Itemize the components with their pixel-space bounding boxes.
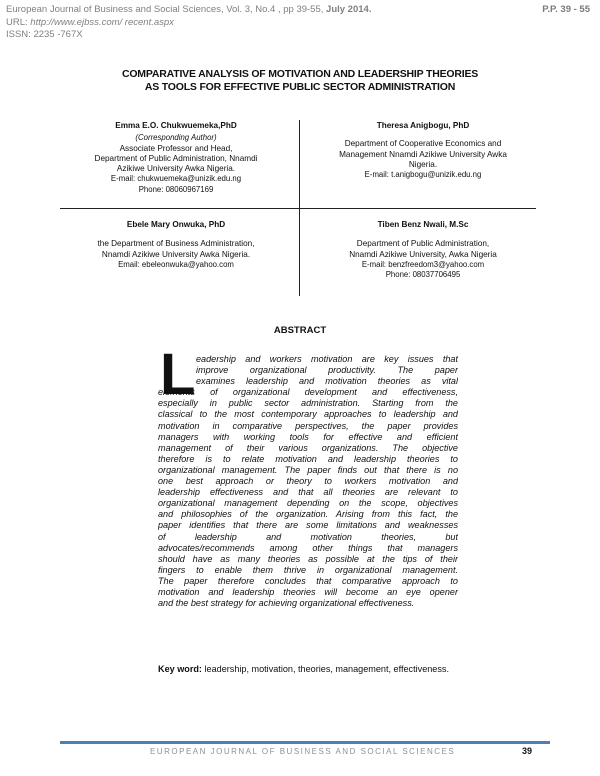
journal-date: July 2014. (326, 4, 372, 15)
author-email[interactable]: E-mail: benzfreedom3@yahoo.com (361, 259, 485, 269)
abstract-line: classical to the most contemporary approaches to leadership and (158, 409, 458, 420)
title-line-1: COMPARATIVE ANALYSIS OF MOTIVATION AND LEADERSHIP THEORIES (121, 68, 479, 80)
abstract-line: examines leadership and motivation theories as vital (196, 376, 458, 387)
abstract-line: organizational management depending on the scope, objectives (158, 498, 458, 509)
footer-rule (60, 741, 550, 744)
abstract-body (158, 354, 458, 609)
author-block-3 (62, 220, 290, 270)
abstract-line: organizational management. The paper finds out that there is no (158, 464, 458, 475)
author-grid-divider-horizontal (60, 208, 536, 209)
abstract-dropcap: L (160, 342, 196, 407)
author-affiliation-line: Department of Cooperative Economics and (344, 139, 502, 149)
abstract-line: should have as many theories as possible at the tips of their (158, 553, 458, 564)
abstract-line: and philosophies of the organization. Arising from this fact, the (158, 509, 458, 520)
abstract-line: one best approach or theory to workers motivation and (158, 476, 458, 487)
abstract-line: and the best strategy for achieving organizational effectiveness. (158, 598, 415, 609)
journal-line: European Journal of Business and Social Sciences, Vol. 3, No.4 , pp 39-55, (6, 4, 327, 15)
journal-url-row (6, 17, 594, 30)
author-block-2 (310, 121, 536, 180)
abstract-line: especially in public sector administration. Starting from the (158, 398, 458, 409)
author-phone: Phone: 08060967169 (138, 184, 214, 194)
paper-title (70, 68, 530, 94)
page-range: P.P. 39 - 55 (542, 4, 590, 15)
abstract-line: elements of organizational development and effectiveness, (158, 387, 458, 398)
author-block-4 (310, 220, 536, 280)
author-affiliation-line: Department of Public Administration, Nnamdi (94, 153, 258, 163)
title-line-2: AS TOOLS FOR EFFECTIVE PUBLIC SECTOR ADMINISTRATION (144, 81, 456, 93)
abstract-line: leadership effectiveness and that all theories are relevant to (158, 487, 458, 498)
issn: ISSN: 2235 -767X (6, 29, 83, 40)
abstract-line: motivation in comparative perspectives, the paper provides (158, 420, 458, 431)
abstract-line: eadership and workers motivation are key issues that (196, 354, 458, 364)
journal-citation (6, 4, 594, 17)
running-header (6, 4, 594, 42)
author-affiliation-line: Department of Public Administration, (356, 239, 490, 249)
footer-journal-name: EUROPEAN JOURNAL OF BUSINESS AND SOCIAL SCIENCES (150, 747, 456, 756)
keywords-text: leadership, motivation, theories, management, effectiveness. (201, 664, 449, 674)
abstract-line: managers with working tools for effective and efficient (158, 431, 458, 442)
abstract-line: therefore is to relate motivation and leadership theories to (158, 453, 458, 464)
footer-page-number: 39 (521, 746, 532, 756)
author-affiliation-line: Nnamdi Azikiwe University Awka Nigeria. (101, 249, 251, 259)
abstract-line: advocates/recommends among other things that managers (158, 542, 458, 553)
author-phone: Phone: 08037706495 (385, 270, 461, 280)
author-affiliation-line: the Department of Business Administration, (97, 239, 255, 249)
author-email[interactable]: E-mail: chukwuemeka@unizik.edu.ng (110, 174, 242, 184)
author-name: Theresa Anigbogu, PhD (376, 121, 470, 130)
author-role: (Corresponding Author) (135, 133, 217, 143)
author-name: Ebele Mary Onwuka, PhD (126, 220, 226, 229)
abstract-line: paper identifies that there are some limitations and weaknesses (158, 520, 458, 531)
keywords (158, 664, 458, 676)
abstract-line: fingers to enable them thrive in organizational management. (158, 564, 458, 575)
journal-url-link[interactable]: http://www.ejbss.com/ recent.aspx (30, 16, 174, 28)
author-affiliation-line: Nnamdi Azikiwe University, Awka Nigeria (349, 249, 497, 259)
url-label: URL: (6, 16, 31, 28)
abstract-line: motivation and leadership theories will become an eye opener (158, 586, 458, 597)
abstract-line: The paper therefore concludes that comparative approach to (158, 575, 458, 586)
author-email[interactable]: E-mail: t.anigbogu@unizik.edu.ng (364, 170, 482, 180)
author-email[interactable]: Email: ebeleonwuka@yahoo.com (118, 259, 234, 269)
author-affiliation-line: Management Nnamdi Azikiwe University Awka (339, 149, 507, 159)
abstract-line: improve organizational productivity. The paper (196, 365, 458, 376)
author-affiliation-line: Nigeria. (408, 159, 438, 169)
abstract-line: management of their various organizations. The objective (158, 442, 458, 453)
author-affiliation-line: Associate Professor and Head, (119, 143, 233, 153)
keywords-label: Key word: (158, 664, 202, 674)
abstract-line: of leadership and motivation theories, but (158, 531, 458, 542)
abstract-heading: ABSTRACT (273, 325, 327, 336)
author-name: Emma E.O. Chukwuemeka,PhD (115, 121, 237, 130)
author-block-1 (62, 121, 290, 195)
author-name: Tiben Benz Nwali, M.Sc (377, 220, 469, 229)
author-affiliation-line: Azikiwe University Awka Nigeria. (116, 164, 236, 174)
